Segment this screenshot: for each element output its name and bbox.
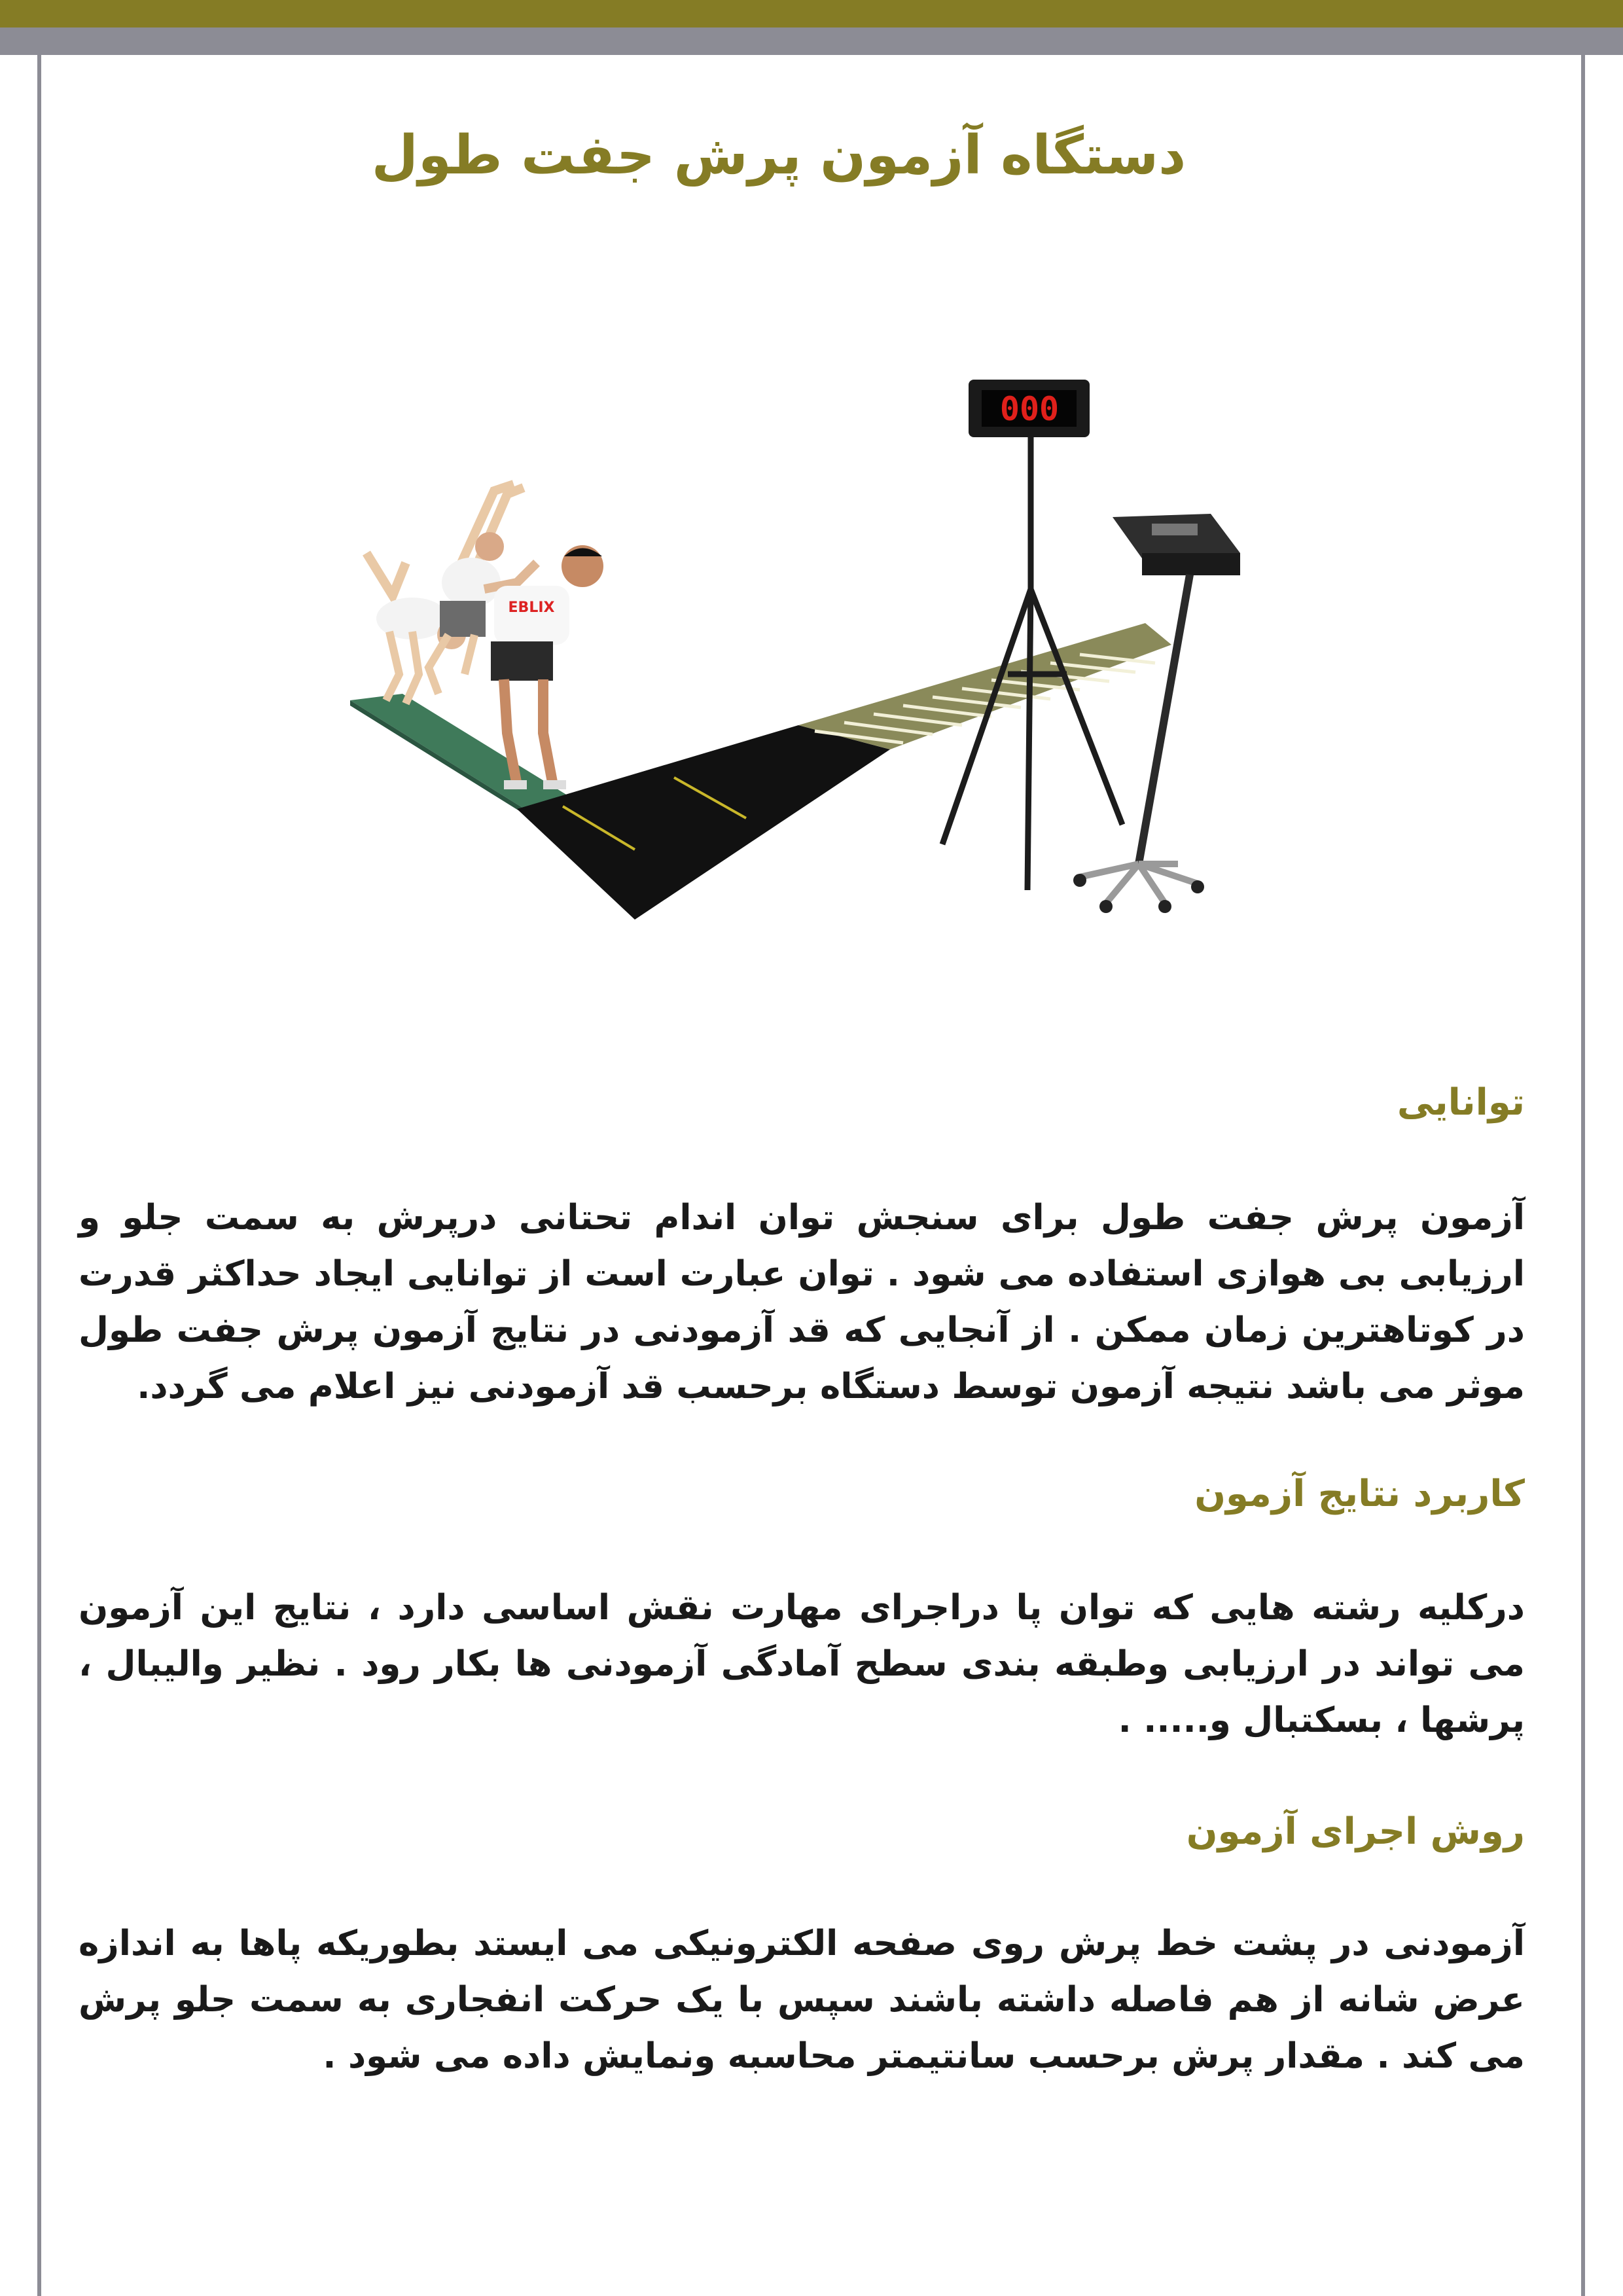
section-heading-procedure: روش اجرای آزمون (1186, 1810, 1525, 1853)
black-jump-pad (517, 725, 890, 920)
section-body-procedure: آزمودنی در پشت خط پرش روی صفحه الکترونیکی می ایستد بطوریکه پاها به اندازه عرض شانه از هم فاصله داشته باشند سپس با یک حرکت انفجاری به سمت جلو پرش می کند . مقدار پرش برحسب سانتیمتر محاسبه ونمایش داده می شود . (79, 1924, 1525, 2076)
jumper-figure-front (484, 545, 603, 789)
shirt-logo: EBLIX (508, 600, 555, 616)
long-jump-device-illustration (327, 367, 1309, 929)
section-body-ability: آزمون پرش جفت طول برای سنجش توان اندام تحتانی درپرش به سمت جلو و ارزیابی بی‌ هوازی استفاده می شود . توان عبارت است از توانایی ایجاد حداکثر قدرت در کوتاهترین زمان ممکن . از آنجایی که قد آزمودنی در نتایج آزمون پرش جفت طول موثر می باشد نتیجه آزمون توسط دستگاه برحسب قد آزمودنی نیز اعلام می گردد. (79, 1198, 1525, 1407)
section-heading-applications: کاربرد نتایج آزمون (1194, 1473, 1525, 1515)
header-bar-gray (0, 27, 1623, 55)
section-heading-ability: توانایی (1397, 1081, 1525, 1124)
section-body-applications: درکلیه رشته هایی که توان پا دراجرای مهارت نقش اساسی دارد ، نتایج این آزمون می تواند در ارزیابی وطبقه بندی سطح آمادگی آزمودنی ها بکار رود . نظیر والیبال ، پرشها ، بسکتبال و..... . (79, 1588, 1525, 1740)
page-frame-left (37, 55, 41, 2296)
sensor-strip (798, 623, 1171, 749)
page-frame-right (1581, 55, 1585, 2296)
page-title: دستگاه آزمون پرش جفت طول (371, 124, 1186, 187)
header-bar-olive (0, 0, 1623, 27)
control-console (1073, 514, 1240, 913)
display-reading: 000 (999, 390, 1060, 428)
